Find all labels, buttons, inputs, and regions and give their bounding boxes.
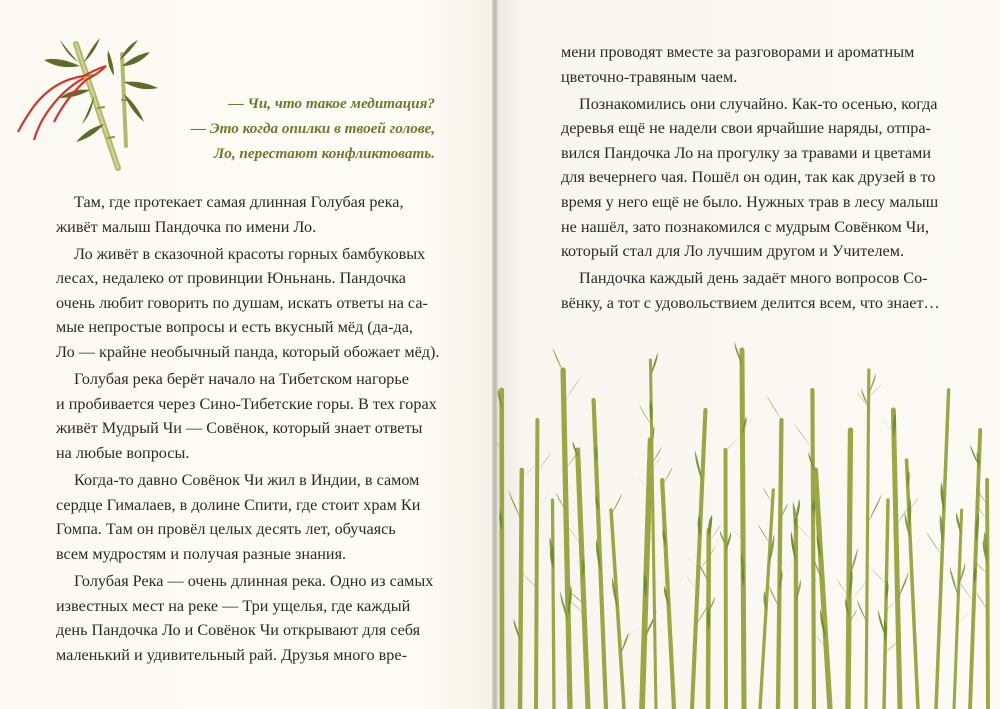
bamboo-stem [954,510,962,709]
text-line: Голубая Река — очень длинная река. Одно из самых [74,571,434,590]
bamboo-stem [594,400,606,709]
text-line: Ло — крайне необычный панда, который обожает мёд). [56,343,440,362]
text-line: всем мудростям и получая разные знания. [56,544,347,563]
text-line: Пандочка каждый день задаёт много вопросов Со- [579,269,928,288]
bamboo-leaf [652,447,661,464]
text-line: и пробивается через Сино-Тибетские горы. В тех горах [56,394,437,413]
bamboo-leaf [620,632,628,654]
text-line: для вечернего чая. Пошёл он один, так как друзей в то [561,168,936,187]
text-line: не нашёл, зато познакомился с мудрым Совёнком Чи, [561,217,929,236]
bamboo-stem [742,350,744,709]
text-line: живёт малыш Пандочка по имени Ло. [56,217,317,236]
bamboo-leaf [124,82,158,90]
text-line: Гомпа. Там он провёл целых десять лет, обучаясь [56,520,396,539]
text-line: на любые вопросы. [56,443,190,462]
epigraph-answer-line: — Это когда опилки в твоей голове, [190,119,435,137]
bamboo-stem [520,470,522,709]
epigraph-answer-line: Ло, перестают конфликтовать. [213,144,435,162]
bamboo-forest-illustration [496,330,1000,709]
bamboo-stem [662,480,674,709]
text-line: день Пандочка Ло и Совёнок Чи открывают для себя [56,621,421,640]
bamboo-stem [760,490,773,709]
bamboo-stem [642,440,651,709]
bamboo-leaf [564,375,582,402]
bamboo-stem [536,420,537,709]
bamboo-stem [725,450,726,709]
text-line: очень любит говорить по душам, искать ответы на са- [56,293,428,312]
text-line: Ло живёт в сказочной красоты горных бамбуковых [74,244,426,263]
bamboo-stem [907,460,918,709]
bamboo-leaf [76,124,104,142]
paragraph [561,92,941,264]
bamboo-leaf [958,580,973,602]
text-line: цветочно-травяным чаем. [561,67,738,86]
paragraph [56,190,436,239]
bamboo-stem [987,480,988,709]
bamboo-stem [866,370,869,709]
paragraph [56,367,436,465]
bamboo-sprig-illustration [14,36,164,176]
bamboo-stem [692,410,705,709]
bamboo-leaf [868,493,882,523]
bamboo-leaf [654,581,665,594]
bamboo-leaf [611,493,622,514]
text-line: живёт Мудрый Чи — Совёнок, который знает ответы [56,419,423,438]
bamboo-leaf [926,531,942,555]
text-line: мени проводят вместе за разговорами и ароматным [561,43,915,61]
bamboo-leaf [124,94,144,122]
bamboo-leaf [869,566,887,583]
paragraph [56,242,440,365]
bamboo-leaf [793,422,812,449]
epigraph [150,92,435,166]
bamboo-leaf [767,395,782,420]
bamboo-leaf [950,566,959,596]
bamboo-stem [553,500,554,709]
text-line: деревья ещё не надели свои ярчайшие наряды, отпра- [561,119,931,138]
bamboo-leaf [763,487,772,503]
paragraph [56,569,436,667]
text-line: маленький и удивительный рай. Друзья много вре- [56,645,407,664]
paragraph [561,266,941,315]
text-line: сердце Гималаев, в долине Спити, где стоит храм Ки [56,495,421,514]
bamboo-leaf [84,38,100,62]
bamboo-stem [884,500,888,709]
bamboo-stem [611,510,624,709]
bamboo-stem [812,390,814,709]
bamboo-leaf [758,524,770,544]
paragraph [561,40,941,89]
text-line: известных мест на реке — Три ущелья, где каждый [56,596,411,615]
bamboo-leaf [725,438,738,451]
bamboo-leaf [874,409,894,432]
right-page-text [561,40,941,316]
text-line: время у него ещё не было. Нужных трав в лесу малыш [561,193,939,212]
text-line: Голубая река берёт начало на Тибетском нагорье [74,370,409,389]
epigraph-question: — Чи, что такое медитация? [228,95,435,112]
left-page-text [56,190,440,667]
text-line: который стал для Ло лучшим другом и Учителем. [561,242,905,261]
bamboo-stem [578,450,588,709]
text-line: Там, где протекает самая длинная Голубая река, [74,193,404,211]
bamboo-leaf [681,549,699,569]
bamboo-stem [893,410,900,709]
text-line: лесах, недалеко от провинции Юньнань. Пандочка [56,269,406,288]
text-line: вился Пандочка Ло на прогулку за травами и цветами [561,143,932,162]
bamboo-stem [848,430,850,709]
bamboo-stem [778,420,781,709]
text-line: Познакомились они случайно. Как-то осенью, когда [579,94,938,113]
bamboo-leaf [553,347,564,371]
bamboo-leaf [44,59,80,67]
bamboo-leaf [662,467,672,485]
bamboo-stem [815,470,830,709]
bamboo-leaf [537,452,551,472]
text-line: мые непростые вопросы и есть вкусный мёд (да-да, [56,318,413,337]
paragraph [56,468,436,566]
bamboo-stem [563,370,570,709]
text-line: Когда-то давно Совёнок Чи жил в Индии, в самом [74,471,420,490]
bamboo-leaf [108,50,114,76]
text-line: вёнку, а тот с удовольствием делится всем, что знает… [561,293,940,312]
